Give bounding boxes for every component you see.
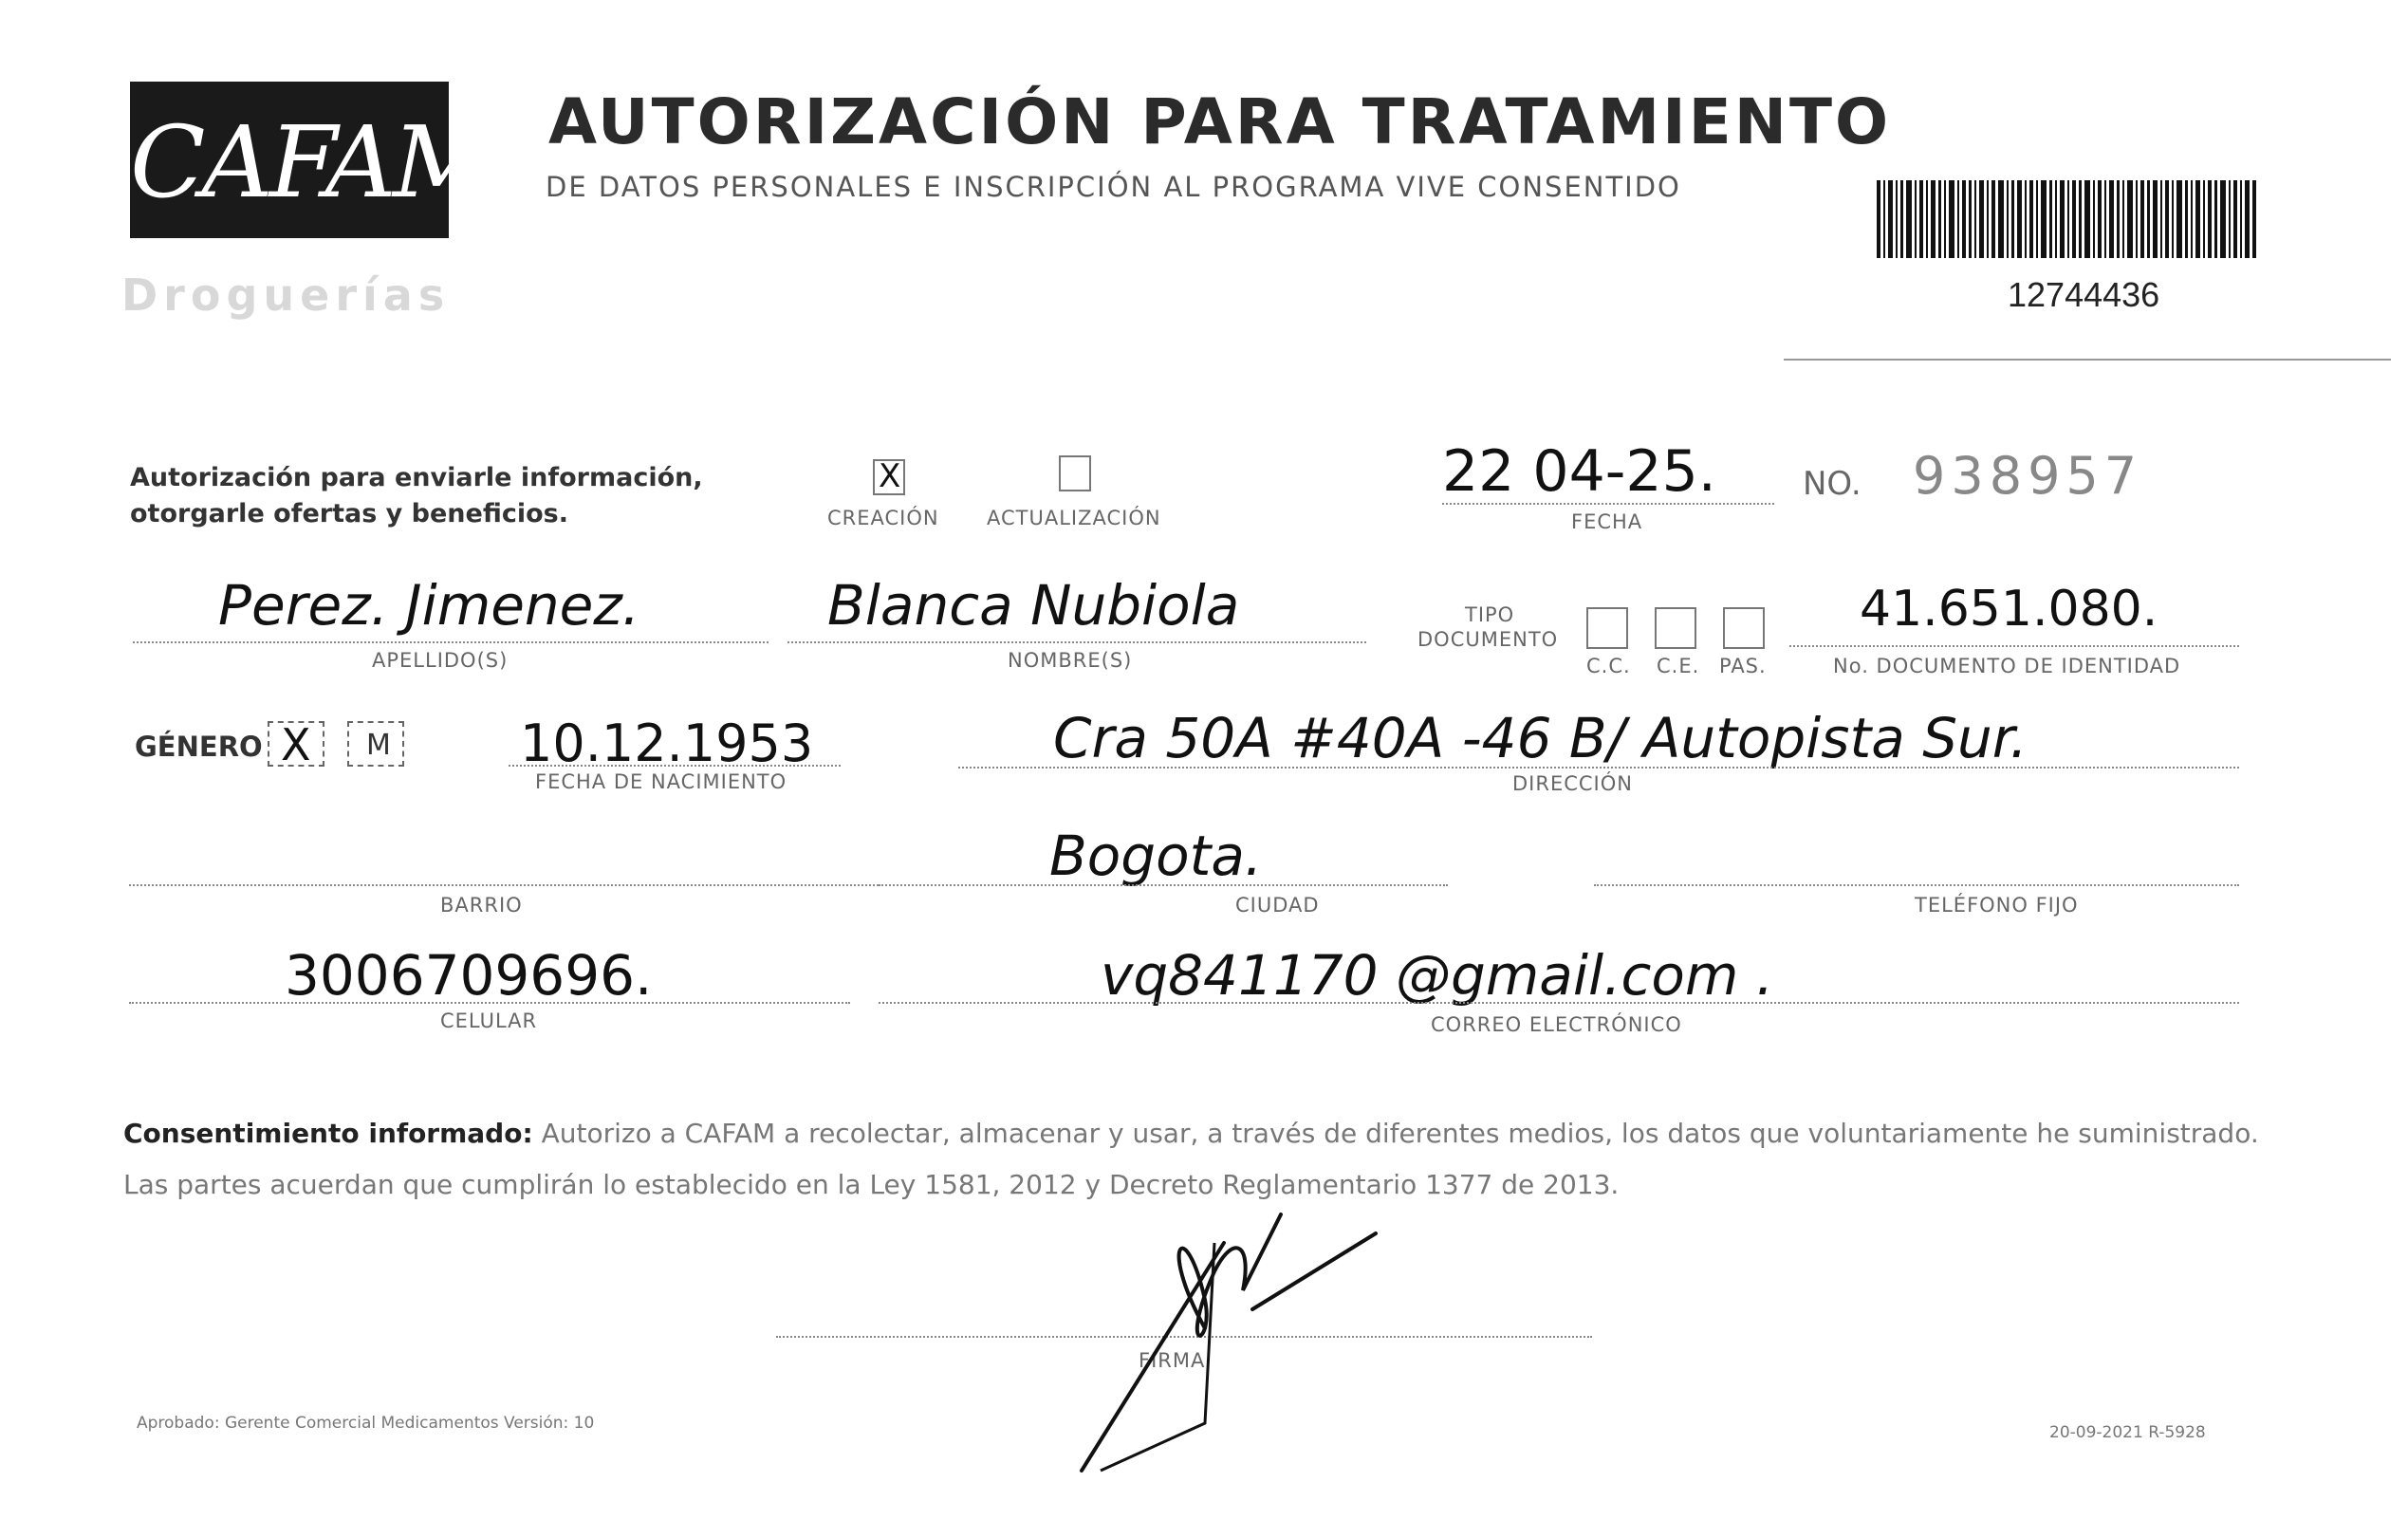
pas-checkbox[interactable] (1723, 607, 1765, 649)
nombres-line (787, 641, 1366, 643)
signature-scribble (1063, 1186, 1404, 1490)
documento-label: DOCUMENTO (1417, 628, 1559, 651)
nacimiento-label: FECHA DE NACIMIENTO (535, 770, 787, 793)
nombres-label: NOMBRE(S) (1008, 649, 1133, 672)
fecha-label: FECHA (1571, 510, 1643, 533)
barcode-number: 12744436 (2008, 275, 2160, 314)
pas-label: PAS. (1719, 655, 1767, 677)
consent-heading: Consentimiento informado: (123, 1118, 533, 1149)
actualizacion-checkbox[interactable] (1059, 455, 1091, 491)
nacimiento-line (509, 765, 841, 767)
barrio-line (129, 884, 879, 886)
genero-f-mark: X (281, 719, 311, 770)
celular-line (129, 1002, 850, 1004)
ciudad-line (879, 884, 1448, 886)
documento-line (1789, 645, 2239, 647)
fecha-line (1442, 503, 1774, 505)
creacion-mark: X (879, 457, 901, 495)
actualizacion-label: ACTUALIZACIÓN (987, 507, 1161, 529)
nombres-value: Blanca Nubiola (827, 573, 1240, 638)
correo-line (879, 1002, 2239, 1004)
document-title: AUTORIZACIÓN PARA TRATAMIENTO (548, 85, 1892, 158)
genero-m-label: M (366, 729, 391, 762)
ciudad-label: CIUDAD (1235, 894, 1320, 917)
documento-value: 41.651.080. (1860, 581, 2158, 638)
consent-paragraph (123, 1118, 2259, 1149)
cafam-logo: CAFAM (130, 104, 491, 220)
tipo-label: TIPO (1465, 603, 1515, 626)
correo-label: CORREO ELECTRÓNICO (1431, 1013, 1682, 1036)
footer-code: 20-09-2021 R-5928 (2049, 1423, 2206, 1442)
apellidos-line (133, 641, 769, 643)
document-subtitle: DE DATOS PERSONALES E INSCRIPCIÓN AL PROGRAMA VIVE CONSENTIDO (546, 171, 1681, 203)
no-label: NO. (1803, 465, 1862, 503)
firma-label: FIRMA (1139, 1349, 1206, 1372)
apellidos-value: Perez. Jimenez. (218, 573, 640, 638)
nacimiento-value: 10.12.1953 (520, 713, 814, 773)
telefono-label: TELÉFONO FIJO (1915, 894, 2079, 917)
genero-label: GÉNERO (135, 731, 263, 763)
ciudad-value: Bogota. (1049, 824, 1263, 888)
barrio-label: BARRIO (440, 894, 523, 917)
barcode (1877, 180, 2256, 258)
divider (1784, 359, 2391, 361)
ce-checkbox[interactable] (1655, 607, 1696, 649)
celular-label: CELULAR (440, 1010, 538, 1032)
consent-text-1: Autorizo a CAFAM a recolectar, almacenar y usar, a través de diferentes medios, los datos que voluntariamente he suministrado. (532, 1118, 2259, 1149)
apellidos-label: APELLIDO(S) (372, 649, 509, 672)
footer-approval: Aprobado: Gerente Comercial Medicamentos Versión: 10 (137, 1414, 595, 1433)
fecha-value: 22 04-25. (1442, 438, 1716, 505)
correo-value: vq841170 @gmail.com . (1101, 943, 1774, 1008)
direccion-line (958, 767, 2239, 769)
no-value: 938957 (1913, 446, 2143, 506)
intro-line-1: Autorización para enviarle información, (130, 463, 703, 492)
sub-brand: Droguerías (121, 269, 451, 321)
consent-text-2: Las partes acuerdan que cumplirán lo establecido en la Ley 1581, 2012 y Decreto Reglamentario 1377 de 2013. (123, 1169, 1620, 1200)
ce-label: C.E. (1657, 655, 1700, 677)
intro-line-2: otorgarle ofertas y beneficios. (130, 499, 568, 528)
cc-label: C.C. (1586, 655, 1631, 677)
cc-checkbox[interactable] (1586, 607, 1628, 649)
direccion-value: Cra 50A #40A -46 B/ Autopista Sur. (1053, 706, 2028, 770)
telefono-line (1594, 884, 2239, 886)
direccion-label: DIRECCIÓN (1512, 772, 1633, 795)
celular-value: 3006709696. (285, 943, 653, 1008)
creacion-label: CREACIÓN (827, 507, 939, 529)
documento-number-label: No. DOCUMENTO DE IDENTIDAD (1833, 655, 2181, 677)
